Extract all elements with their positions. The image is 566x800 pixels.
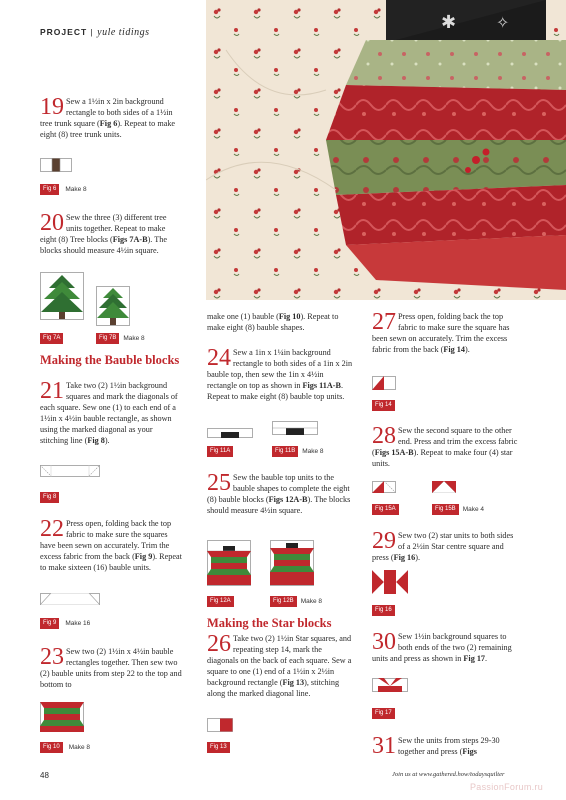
make-count: Make 16 [65, 620, 91, 627]
fig15a-caption [372, 504, 399, 515]
header-subtitle: yule tidings [97, 27, 150, 38]
step-29: 29 Sew two (2) star units to both sides of a 2½in Star centre square and press (Fig 16). [372, 528, 514, 562]
fig-label: Fig 16 [372, 605, 395, 616]
fig7a-diagram [40, 272, 84, 325]
header-project: PROJECT [40, 27, 88, 37]
footer-credit: Join us at www.gathered.how/todaysquilter [392, 771, 505, 778]
fig8-caption [40, 492, 59, 503]
make-count: Make 8 [123, 335, 145, 342]
step-23-continued: make one (1) bauble (Fig 10). Repeat to make eight (8) bauble shapes. [207, 312, 339, 332]
fig14-diagram [372, 376, 396, 395]
step-number: 19 [40, 94, 64, 120]
fig6-caption [40, 184, 87, 195]
step-number: 29 [372, 528, 396, 554]
fig7b-diagram [96, 286, 130, 331]
quilt-photo [206, 0, 566, 300]
fig-label: Fig 12A [207, 596, 234, 607]
fig15a-diagram [372, 480, 396, 498]
fig11a-diagram [207, 425, 253, 443]
make-count: Make 8 [65, 186, 87, 193]
fig11a-caption [207, 446, 233, 457]
fig9-diagram [40, 592, 100, 610]
section-heading-star: Making the Star blocks [207, 616, 332, 630]
step-number: 30 [372, 629, 396, 655]
watermark: PassionForum.ru [470, 782, 544, 792]
fig7a-caption [40, 333, 63, 344]
step-27: 27 Press open, folding back the top fabric to make sure the square has been sewn on accurately. Trim the excess fabric from the back (Fig 14). [372, 309, 510, 354]
fig14-caption [372, 400, 395, 411]
step-number: 25 [207, 470, 231, 496]
fig17-caption [372, 708, 395, 719]
fig-label: Fig 14 [372, 400, 395, 411]
fig-label: Fig 11B [272, 446, 298, 457]
fig10-diagram [40, 702, 84, 737]
fig12b-diagram [270, 540, 314, 591]
make-count: Make 8 [300, 598, 323, 605]
fig9-caption [40, 618, 90, 629]
step-28: 28 Sew the second square to the other end. Press and trim the excess fabric (Figs 15A-B). Repeat to make four (4) star units. [372, 423, 518, 468]
fig-label: Fig 11A [207, 446, 233, 457]
section-heading-bauble: Making the Bauble blocks [40, 353, 180, 367]
fig12a-diagram [207, 540, 251, 591]
step-21: 21 Take two (2) 1½in background squares and mark the diagonals of each square. Sew one (1) to each end of a 1½in x 4½in bauble rectangle, as shown using the marked diagonal as your stitching line (Fig 8). [40, 378, 178, 445]
fig-label: Fig 12B [270, 596, 297, 607]
step-30: 30 Sew 1½in background squares to both ends of the two (2) remaining units and press as shown in Fig 17. [372, 629, 512, 663]
step-number: 22 [40, 516, 64, 542]
step-number: 26 [207, 631, 231, 657]
make-count: Make 8 [68, 744, 91, 751]
step-24: 24 Sew a 1in x 1¼in background rectangle to both sides of a 1in x 2in bauble top, then sew the 1in x 4½in rectangle on top as shown in Figs 11A-B. Repeat to make eight (8) bauble top units. [207, 345, 353, 401]
fig15b-diagram [432, 480, 456, 498]
fig11b-caption [272, 446, 324, 457]
make-count: Make 4 [462, 506, 485, 513]
fig-label: Fig 17 [372, 708, 395, 719]
fig-label: Fig 10 [40, 742, 63, 753]
step-number: 21 [40, 378, 64, 404]
fig6-diagram [40, 158, 72, 177]
step-22: 22 Press open, folding back the top fabric to make sure the squares have been sewn on accurately. Trim the excess fabric from the back (Fig 9). Repeat to make sixteen (16) bauble units. [40, 516, 182, 572]
step-26: 26 Take two (2) 1½in Star squares, and repeating step 14, mark the diagonals on the back of each square. Sew a square to one (1) end of a 1½in x 2½in background rectangle (Fig 13), stitching along the marked diagonal line. [207, 631, 352, 698]
fig12b-caption [270, 596, 322, 607]
fig10-caption [40, 742, 90, 753]
step-20: 20 Sew the three (3) different tree units together. Repeat to make eight (8) Tree blocks (Figs 7A-B). The blocks should measure 4½in square. [40, 210, 167, 255]
step-number: 31 [372, 733, 396, 759]
step-number: 24 [207, 345, 231, 371]
step-19: 19 Sew a 1½in x 2in background rectangle to both sides of a 1½in tree trunk square (Fig 6). Repeat to make eight (8) tree trunk units. [40, 94, 176, 139]
fig11b-diagram [272, 421, 318, 440]
fig-label: Fig 6 [40, 184, 59, 195]
make-count: Make 8 [302, 448, 324, 455]
fig-label: Fig 7B [96, 333, 119, 344]
step-25: 25 Sew the bauble top units to the bauble shapes to complete the eight (8) bauble blocks (Figs 12A-B). The blocks should measure 4½in square. [207, 470, 351, 515]
header-divider: | [90, 27, 94, 37]
step-31: 31 Sew the units from steps 29-30 together and press (Figs [372, 733, 500, 759]
step-number: 20 [40, 210, 64, 236]
fig12a-caption [207, 596, 234, 607]
fig16-diagram [372, 570, 408, 599]
svg-text:✧: ✧ [496, 13, 510, 32]
fig15b-caption [432, 504, 484, 515]
fig-label: Fig 8 [40, 492, 59, 503]
fig-label: Fig 7A [40, 333, 63, 344]
fig17-diagram [372, 678, 408, 697]
fig13-caption [207, 742, 230, 753]
page-header [40, 27, 150, 38]
fig-label: Fig 15B [432, 504, 459, 515]
step-number: 23 [40, 644, 64, 670]
step-number: 28 [372, 423, 396, 449]
fig16-caption [372, 605, 395, 616]
step-number: 27 [372, 309, 396, 335]
fig8-diagram [40, 464, 100, 482]
fig13-diagram [207, 718, 233, 737]
step-23: 23 Sew two (2) 1½in x 4½in bauble rectangles together. Then sew two (2) bauble units from step 22 to the top and bottom to [40, 644, 182, 689]
fig-label: Fig 9 [40, 618, 59, 629]
page-number: 48 [40, 771, 49, 780]
fig-label: Fig 13 [207, 742, 230, 753]
fig-label: Fig 15A [372, 504, 399, 515]
fig7b-caption [96, 333, 145, 344]
svg-text:✱: ✱ [441, 12, 457, 33]
